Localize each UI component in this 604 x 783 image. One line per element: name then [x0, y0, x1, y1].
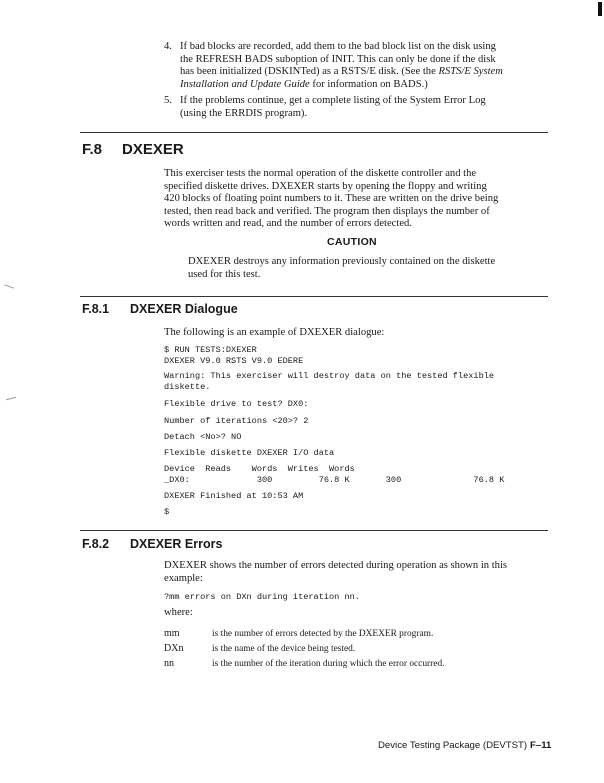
list-item-line: the REFRESH BADS suboption of INIT. This can only be done if the disk [180, 53, 496, 65]
list-item-num: 4. [164, 41, 172, 52]
code-line: Detach <No>? NO [164, 432, 242, 442]
definition-term: DXn [164, 643, 184, 654]
paragraph-line: specified diskette drives. DXEXER starts by opening the floppy and writing [164, 180, 487, 192]
footer-title: Device Testing Package (DEVTST) [378, 740, 528, 751]
definition-desc: is the number of errors detected by the DXEXER program. [212, 629, 434, 639]
code-line: ?mm errors on DXn during iteration nn. [164, 592, 360, 602]
list-item-italic: Installation and Update Guide [180, 78, 310, 90]
page-number: F–11 [530, 740, 552, 751]
code-line: $ [164, 507, 170, 517]
code-line: diskette. [164, 382, 211, 392]
section-number: F.8.1 [82, 302, 110, 316]
section-paragraph [164, 560, 554, 585]
definition-term: mm [164, 628, 180, 639]
list-item-4 [180, 41, 560, 91]
section-rule [80, 530, 548, 531]
list-item-num: 5. [164, 95, 172, 106]
list-item-line: (using the ERRDIS program). [180, 107, 308, 119]
code-line: Warning: This exerciser will destroy data on the tested flexible [164, 371, 495, 381]
list-item-line [180, 79, 560, 92]
scan-corner-mark [598, 2, 602, 16]
paragraph-line: example: [164, 572, 203, 584]
caution-text [188, 256, 538, 281]
code-line: Flexible drive to test? DX0: [164, 399, 309, 409]
code-line: Number of iterations <20>? 2 [164, 416, 309, 426]
code-line: Flexible diskette DXEXER I/O data [164, 448, 335, 458]
paragraph-line: 420 blocks of floating point numbers to it. These are written on the drive being [164, 193, 499, 205]
list-item-line: If the problems continue, get a complete listing of the System Error Log [180, 95, 486, 106]
list-item-5 [180, 95, 560, 120]
section-rule [80, 296, 548, 297]
list-item-line [180, 66, 560, 79]
caution-line: DXEXER destroys any information previously contained on the diskette [188, 256, 496, 267]
section-title: DXEXER Errors [130, 537, 223, 551]
definition-term: nn [164, 658, 174, 669]
code-line: _DX0: 300 76.8 K 300 76.8 K [164, 475, 505, 485]
caution-line: used for this test. [188, 268, 261, 280]
section-number: F.8 [82, 141, 103, 158]
list-item-text: has been initialized (DSKINTed) as a RSTS/E disk. (See the [180, 66, 439, 78]
definition-desc: is the name of the device being tested. [212, 644, 356, 654]
paragraph-line: DXEXER shows the number of errors detected during operation as shown in this [164, 560, 508, 571]
section-title: DXEXER [122, 141, 184, 158]
section-paragraph [164, 168, 554, 231]
scan-speck [6, 397, 16, 401]
list-item-italic: RSTS/E System [438, 66, 503, 78]
code-line: DXEXER V9.0 RSTS V9.0 EDERE [164, 356, 304, 366]
paragraph-line: words written and read, and the number of errors detected. [164, 218, 412, 230]
section-rule [80, 132, 548, 133]
scan-speck [4, 284, 14, 288]
list-item-text: for information on BADS.) [309, 78, 428, 90]
caution-heading: CAUTION [327, 236, 377, 248]
where-label: where: [164, 607, 193, 618]
section-title: DXEXER Dialogue [130, 302, 238, 316]
list-item-line: If bad blocks are recorded, add them to the bad block list on the disk using [180, 41, 496, 52]
code-line: DXEXER Finished at 10:53 AM [164, 491, 304, 501]
paragraph-line: tested, then read back and verified. The program then displays the number of [164, 205, 490, 217]
section-number: F.8.2 [82, 537, 110, 551]
definition-desc: is the number of the iteration during which the error occurred. [212, 659, 445, 669]
code-line: $ RUN TESTS:DXEXER [164, 345, 257, 355]
section-intro: The following is an example of DXEXER dialogue: [164, 327, 385, 338]
paragraph-line: This exerciser tests the normal operation of the diskette controller and the [164, 168, 477, 179]
code-line: Device Reads Words Writes Words [164, 464, 355, 474]
